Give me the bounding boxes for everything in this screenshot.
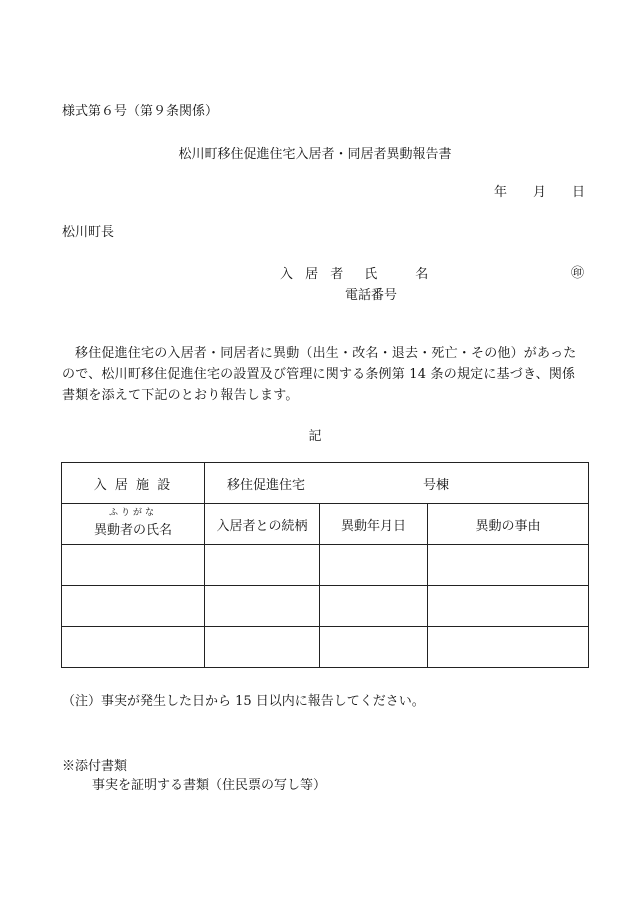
cell-relation[interactable] xyxy=(205,586,320,627)
facility-suffix: 号棟 xyxy=(423,477,450,493)
cell-relation[interactable] xyxy=(205,627,320,668)
header-row xyxy=(62,504,589,545)
cell-date[interactable] xyxy=(320,545,428,586)
note: （注）事実が発生した日から 15 日以内に報告してください。 xyxy=(62,694,425,709)
table-row xyxy=(62,545,589,586)
table-row xyxy=(62,586,589,627)
furigana-label: ふりがな xyxy=(108,507,157,518)
date-month: 月 xyxy=(532,185,546,200)
recipient: 松川町長 xyxy=(62,225,115,240)
table-row xyxy=(62,627,589,668)
facility-input[interactable] xyxy=(205,463,589,504)
cell-name[interactable] xyxy=(62,586,205,627)
form-number: 様式第６号（第９条関係） xyxy=(62,104,219,119)
col-header-reason: 異動の事由 xyxy=(428,504,589,545)
date-day: 日 xyxy=(571,185,585,200)
facility-name: 移住促進住宅 xyxy=(227,477,306,493)
phone-label: 電話番号 xyxy=(345,288,398,303)
attachments-title: ※添付書類 xyxy=(62,759,128,774)
col-name-label: 異動者の氏名 xyxy=(93,522,172,538)
col-header-relation: 入居者との続柄 xyxy=(205,504,320,545)
col-header-date: 異動年月日 xyxy=(320,504,428,545)
document-title: 松川町移住促進住宅入居者・同居者異動報告書 xyxy=(178,147,452,162)
date-line xyxy=(468,181,585,200)
cell-relation[interactable] xyxy=(205,545,320,586)
cell-date[interactable] xyxy=(320,627,428,668)
cell-reason[interactable] xyxy=(428,545,589,586)
cell-reason[interactable] xyxy=(428,627,589,668)
record-table xyxy=(61,462,589,668)
body-text: 移住促進住宅の入居者・同居者に異動（出生・改名・退去・死亡・その他）があったので、松川町移住促進住宅の設置及び管理に関する条例第 14 条の規定に基づき、関係書類を添えて下記のとおり報告します。 xyxy=(62,346,577,403)
date-year: 年 xyxy=(493,185,507,200)
seal-icon: ㊞ xyxy=(571,266,585,281)
col-header-name xyxy=(62,504,205,545)
ki-label: 記 xyxy=(308,429,322,444)
applicant-name-label: 入 居 者 氏 名 xyxy=(280,267,433,282)
cell-reason[interactable] xyxy=(428,586,589,627)
cell-name[interactable] xyxy=(62,545,205,586)
facility-label: 入 居 施 設 xyxy=(62,463,205,504)
cell-name[interactable] xyxy=(62,627,205,668)
facility-row xyxy=(62,463,589,504)
cell-date[interactable] xyxy=(320,586,428,627)
attachments-item: 事実を証明する書類（住民票の写し等） xyxy=(92,778,327,793)
